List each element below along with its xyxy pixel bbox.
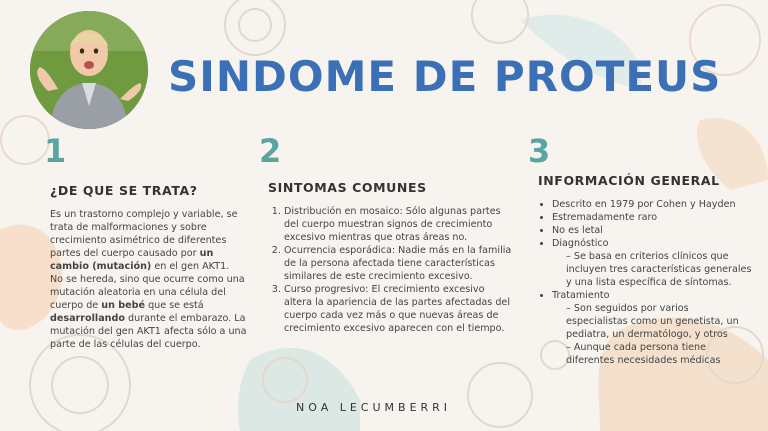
section-heading-que-es: ¿DE QUE SE TRATA? <box>50 183 198 198</box>
section-number-2: 2 <box>259 132 282 170</box>
general-info-list <box>538 198 753 367</box>
emphasis-text: un cambio (mutación) <box>50 248 214 272</box>
text-span: en el gen AKT1. <box>151 261 230 272</box>
text-span: Es un trastorno complejo y variable, se trata de malformaciones y sobre crecimiento asimétrico de diferentes partes del cuerpo causado por <box>50 209 238 259</box>
info-item-label: Diagnóstico <box>552 238 609 249</box>
author-name: NOA LECUMBERRI <box>296 401 452 414</box>
section-number-1: 1 <box>44 132 67 170</box>
definition-text <box>50 208 250 351</box>
symptoms-list <box>268 205 513 335</box>
info-subitem: – Aunque cada persona tiene diferentes necesidades médicas <box>566 341 753 367</box>
info-item-label: Tratamiento <box>552 290 610 301</box>
section-heading-info-general: INFORMACIÓN GENERAL <box>538 173 720 188</box>
section-number-3: 3 <box>528 132 551 170</box>
text-span: que se está <box>145 300 204 311</box>
section-heading-sintomas: SINTOMAS COMUNES <box>268 180 427 195</box>
definition-paragraph-2 <box>50 273 250 351</box>
emphasis-text: desarrollando <box>50 313 125 324</box>
symptom-item: 3. Curso progresivo: El crecimiento excesivo altera la apariencia de las partes afectadas del cuerpo cada vez más o que nuevas áreas de crecimiento excesivo aparecen con el tiempo. <box>284 283 513 335</box>
info-item: • Descrito en 1979 por Cohen y Hayden <box>552 198 753 211</box>
emphasis-text: un bebé <box>101 300 146 311</box>
info-subitem: – Son seguidos por varios especialistas como un genetista, un pediatra, un dermatólogo, y otros <box>566 302 753 341</box>
text-span: durante el embarazo. La mutación del gen AKT1 afecta sólo a una parte de las células del cuerpo. <box>50 313 247 350</box>
text-span: No se hereda, sino que ocurre como una mutación aleatoria en una célula del cuerpo de <box>50 274 245 311</box>
child-photo <box>30 11 148 129</box>
info-subitem: – Se basa en criterios clínicos que incluyen tres características generales y una lista específica de síntomas. <box>566 250 753 289</box>
info-item <box>552 289 753 367</box>
symptom-item: 1. Distribución en mosaico: Sólo algunas partes del cuerpo muestran signos de crecimiento excesivo mientras que otras áreas no. <box>284 205 513 244</box>
page-title: SINDOME DE PROTEUS <box>168 52 722 101</box>
info-item <box>552 237 753 289</box>
info-item: • No es letal <box>552 224 753 237</box>
symptom-item: 2. Ocurrencia esporádica: Nadie más en la familia de la persona afectada tiene características similares de este crecimiento excesivo. <box>284 244 513 283</box>
info-item: • Estremadamente raro <box>552 211 753 224</box>
definition-paragraph-1 <box>50 208 250 273</box>
